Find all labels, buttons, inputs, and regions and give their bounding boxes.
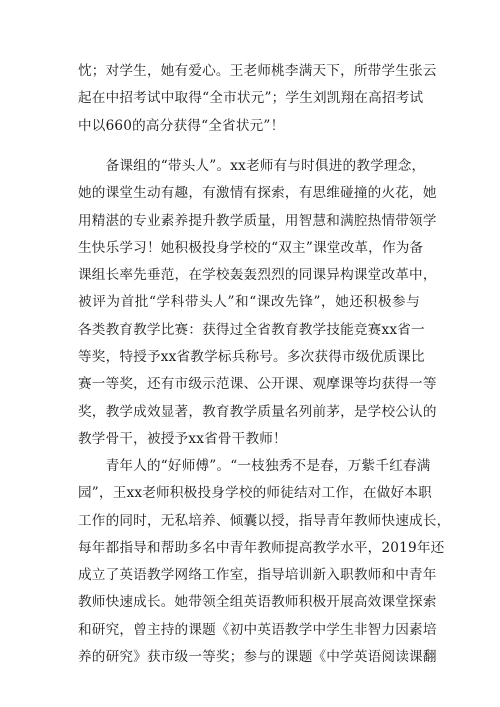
text-line: 用精湛的专业素养提升教学质量，用智慧和满腔热情带领学 xyxy=(78,212,437,229)
text-line: 起在中招考试中取得“全市状元”；学生刘凯翔在高招考试 xyxy=(78,90,424,107)
text-line: 养的研究》获市级一等奖；参与的课题《中学英语阅读课翻 xyxy=(78,649,437,666)
text-line: 教学骨干，被授予xx省骨干教师！ xyxy=(78,430,287,447)
text-line: 等奖，特授予xx省教学标兵称号。多次获得市级优质课比 xyxy=(78,349,425,366)
paragraph-young-mentor xyxy=(78,453,451,671)
text-line: 和研究，曾主持的课题《初中英语教学中学生非智力因素培 xyxy=(78,621,437,638)
text-line: 赛一等奖，还有市级示范课、公开课、观摩课等均获得一等 xyxy=(78,376,437,393)
text-line: 课组长率先垂范，在学校轰轰烈烈的同课异构课堂改革中， xyxy=(78,267,437,284)
text-line: 忱；对学生，她有爱心。王老师桃李满天下，所带学生张云 xyxy=(78,63,437,79)
text-line: 园”，王xx老师积极投身学校的师徒结对工作，在做好本职 xyxy=(78,485,432,502)
text-line: 青年人的“好师傅”。“一枝独秀不是春，万紫千红春满 xyxy=(78,458,431,474)
paragraph-students-achievement xyxy=(78,58,437,140)
text-line: 被评为首批“学科带头人”和“课改先锋”，她还积极参与 xyxy=(78,294,420,311)
text-line: 生快乐学习！她积极投身学校的“双主”课堂改革，作为备 xyxy=(78,239,424,256)
text-line: 工作的同时，无私培养、倾囊以授，指导青年教师快速成长， xyxy=(78,512,451,529)
text-line: 教师快速成长。她带领全组英语教师积极开展高效课堂探索 xyxy=(78,594,437,611)
text-line: 备课组的“带头人”。xx老师有与时俱进的教学理念， xyxy=(78,158,426,174)
paragraph-group-leader xyxy=(78,153,437,453)
text-line: 每年都指导和帮助多名中青年教师提高教学水平，2019年还 xyxy=(78,539,445,556)
text-line: 中以660的高分获得“全省状元”！ xyxy=(78,117,285,134)
text-line: 奖，教学成效显著，教育教学质量名列前茅，是学校公认的 xyxy=(78,403,437,420)
text-line: 各类教育教学比赛：获得过全省教育教学技能竞赛xx省一 xyxy=(78,321,425,338)
text-line: 成立了英语教学网络工作室，指导培训新入职教师和中青年 xyxy=(78,567,437,584)
text-line: 她的课堂生动有趣，有激情有探索，有思维碰撞的火花，她 xyxy=(78,185,437,202)
